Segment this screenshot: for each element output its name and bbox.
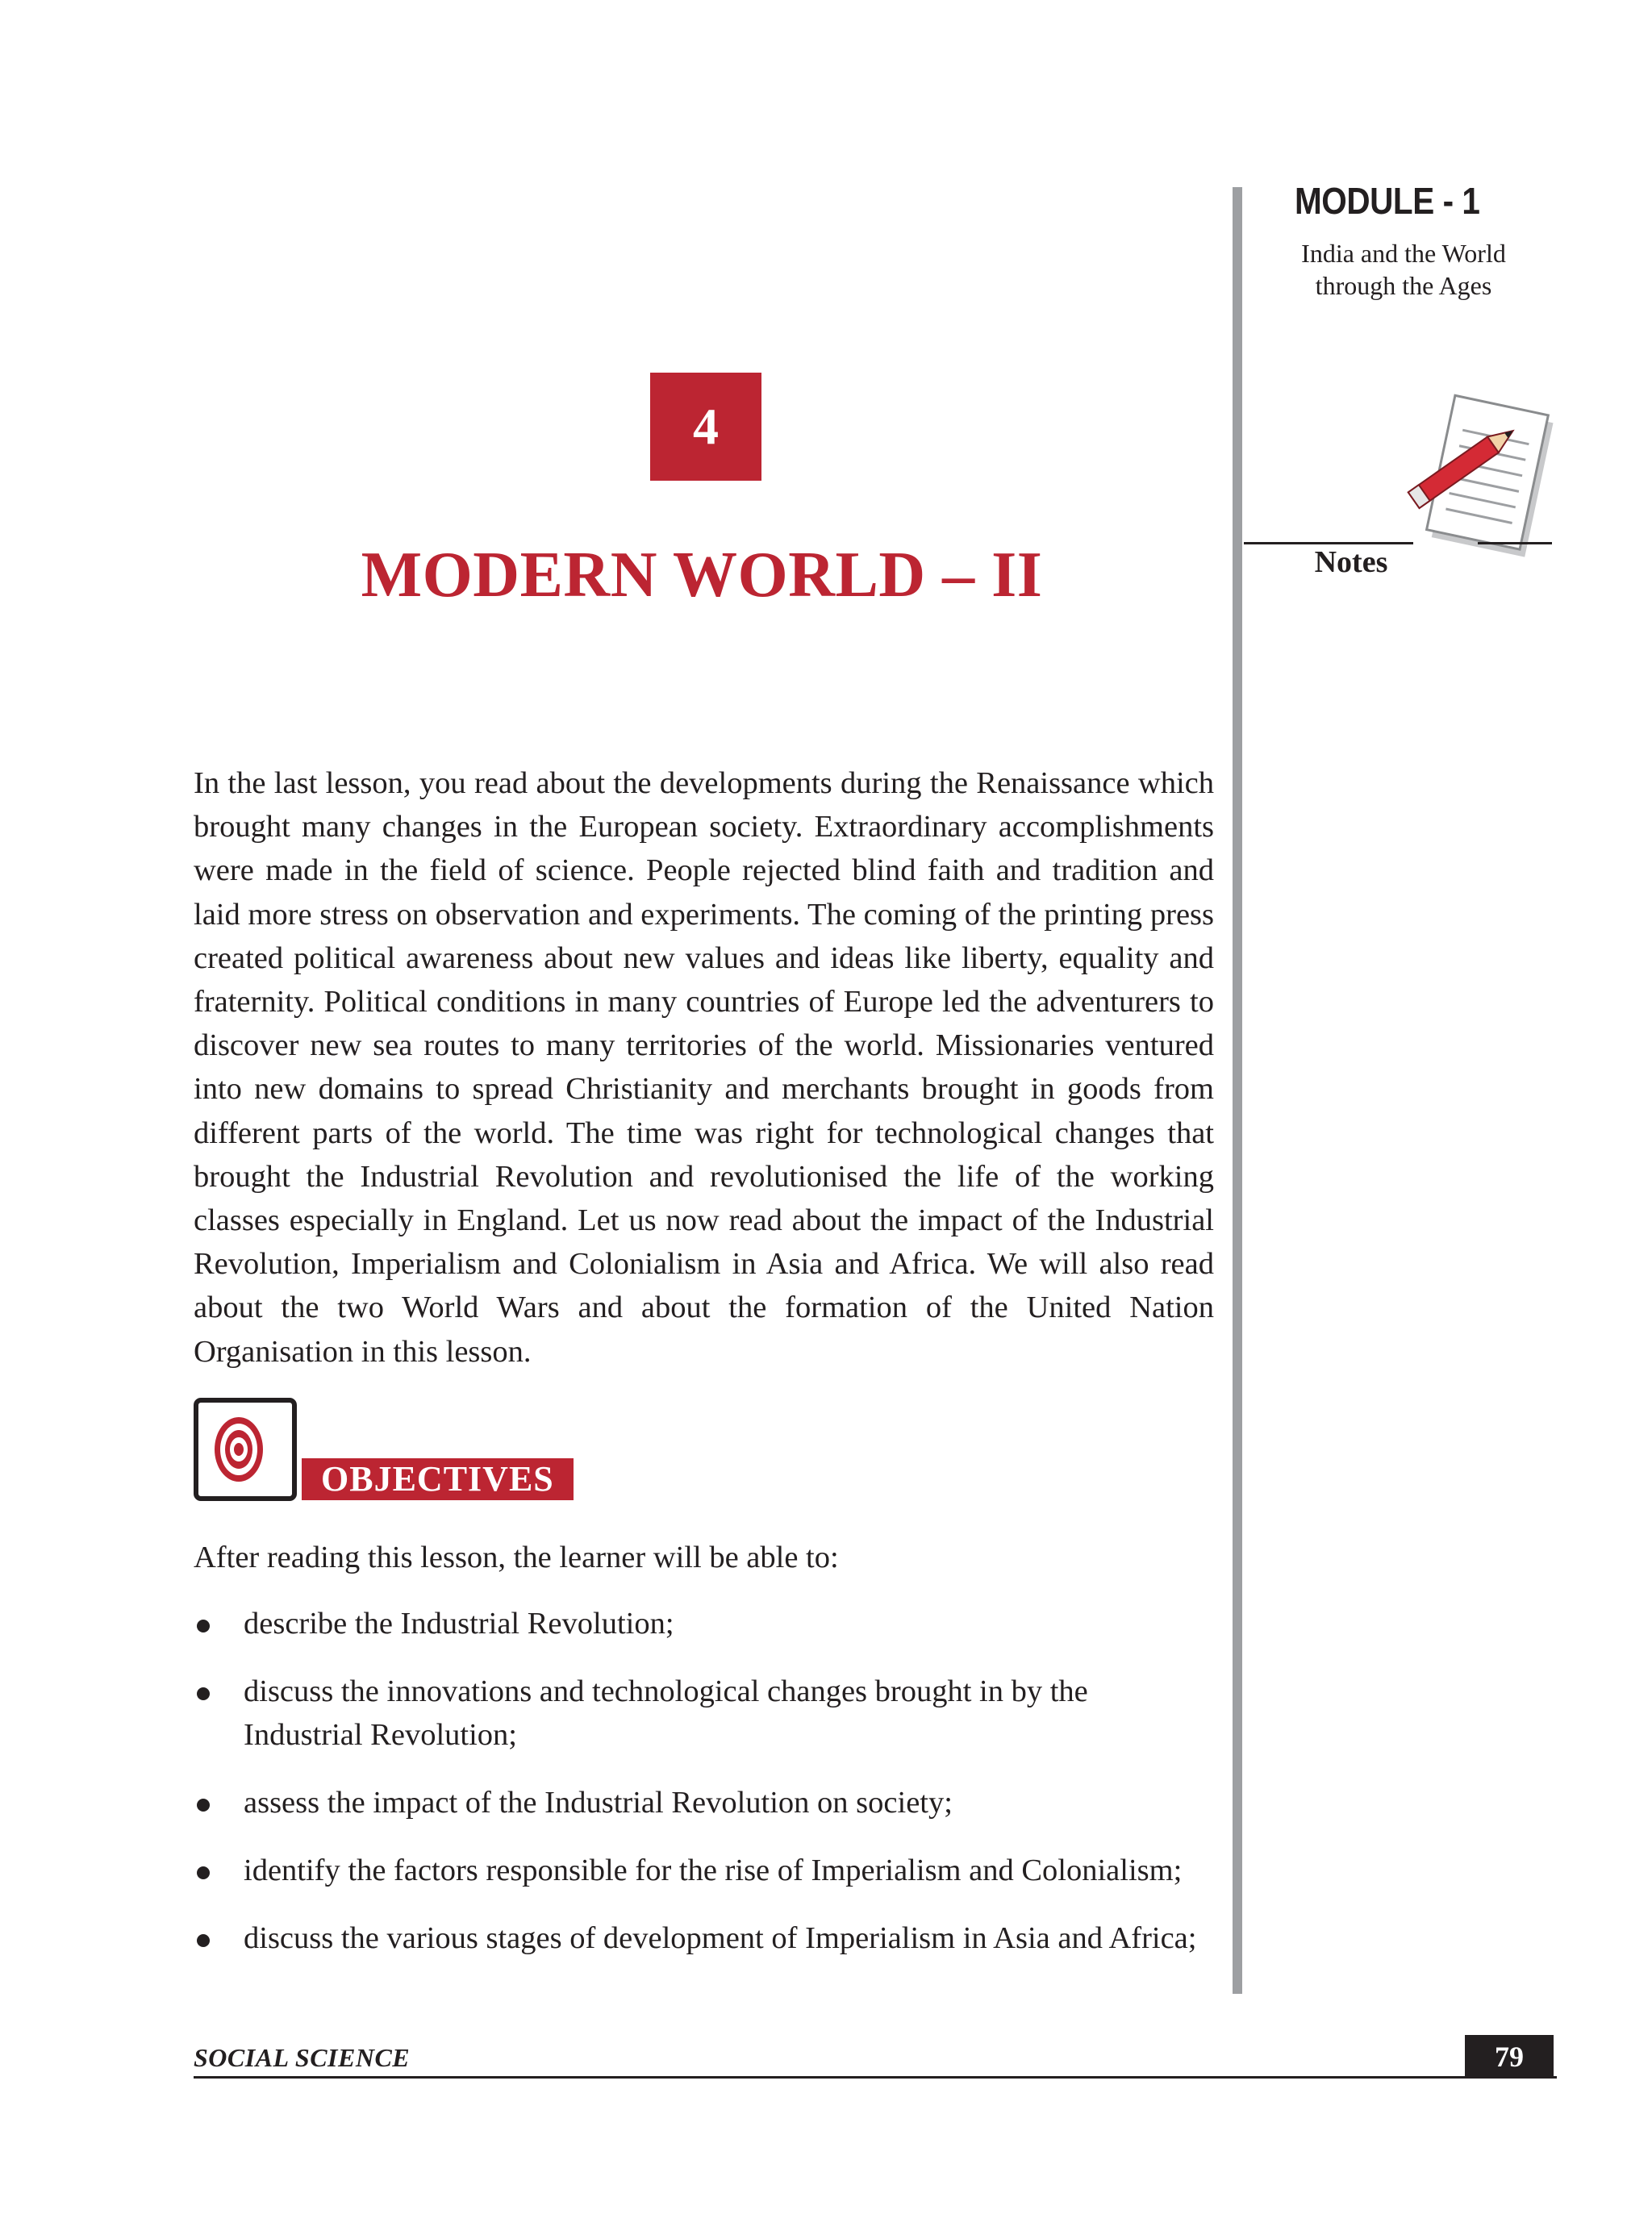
- module-subtitle: [1258, 237, 1549, 302]
- bullet-icon: [197, 1620, 210, 1632]
- objectives-lead: After reading this lesson, the learner will be able to:: [194, 1541, 839, 1574]
- target-icon: [194, 1398, 297, 1501]
- module-subtitle-line-2: through the Ages: [1315, 271, 1492, 300]
- footer-rule: [194, 2076, 1557, 2079]
- objective-text: identify the factors responsible for the rise of Imperialism and Colonialism;: [244, 1853, 1183, 1887]
- footer-subject: SOCIAL SCIENCE: [194, 2043, 411, 2072]
- bullet-icon: [197, 1687, 210, 1700]
- objective-text: describe the Industrial Revolution;: [244, 1607, 674, 1641]
- margin-vertical-rule: [1233, 187, 1242, 1994]
- intro-paragraph: In the last lesson, you read about the developments during the Renaissance which brought many changes in the European society. Extraordinary accomplishments were made in the field of science. People rejected blind faith and tradition and laid more stress on observation and experiments. The coming of the printing press created political awareness about new values and ideas like liberty, equality and fraternity. Political conditions in many countries of Europe led the adventurers to discover new sea routes to many territories of the world. Missionaries ventured into new domains to spread Christianity and merchants brought in goods from different parts of the world. The time was right for technological changes that brought the Industrial Revolution and revolutionised the life of the working classes especially in England. Let us now read about the impact of the Industrial Revolution, Imperialism and Colonialism in Asia and Africa. We will also read about the two World Wars and about the formation of the United Nation Organisation in this lesson.: [194, 766, 1214, 1369]
- chapter-number: 4: [693, 398, 719, 455]
- chapter-number-box: [650, 373, 761, 481]
- objectives-heading: OBJECTIVES: [302, 1458, 574, 1500]
- list-item: [194, 1849, 1214, 1892]
- list-item: [194, 1602, 1214, 1645]
- notes-pencil-icon: [1395, 387, 1557, 573]
- module-subtitle-line-1: India and the World: [1301, 239, 1506, 268]
- list-item: [194, 1781, 1214, 1824]
- bullet-icon: [197, 1866, 210, 1879]
- module-title: MODULE - 1: [1295, 180, 1480, 222]
- bullet-icon: [197, 1934, 210, 1947]
- list-item: [194, 1670, 1214, 1757]
- objective-text: discuss the various stages of development of Imperialism in Asia and Africa;: [244, 1921, 1197, 1955]
- page-number-box: [1465, 2035, 1554, 2079]
- chapter-title: MODERN WORLD – II: [361, 540, 1043, 611]
- objective-text: assess the impact of the Industrial Revolution on society;: [244, 1786, 953, 1820]
- objectives-list: [194, 1602, 1214, 1984]
- bullet-icon: [197, 1799, 210, 1812]
- notes-label: Notes: [1314, 545, 1388, 579]
- list-item: [194, 1916, 1214, 1960]
- objective-text: discuss the innovations and technological changes brought in by the Industrial Revolution;: [244, 1674, 1088, 1752]
- page-number: 79: [1495, 2041, 1524, 2073]
- notes-rule-right: [1478, 542, 1552, 544]
